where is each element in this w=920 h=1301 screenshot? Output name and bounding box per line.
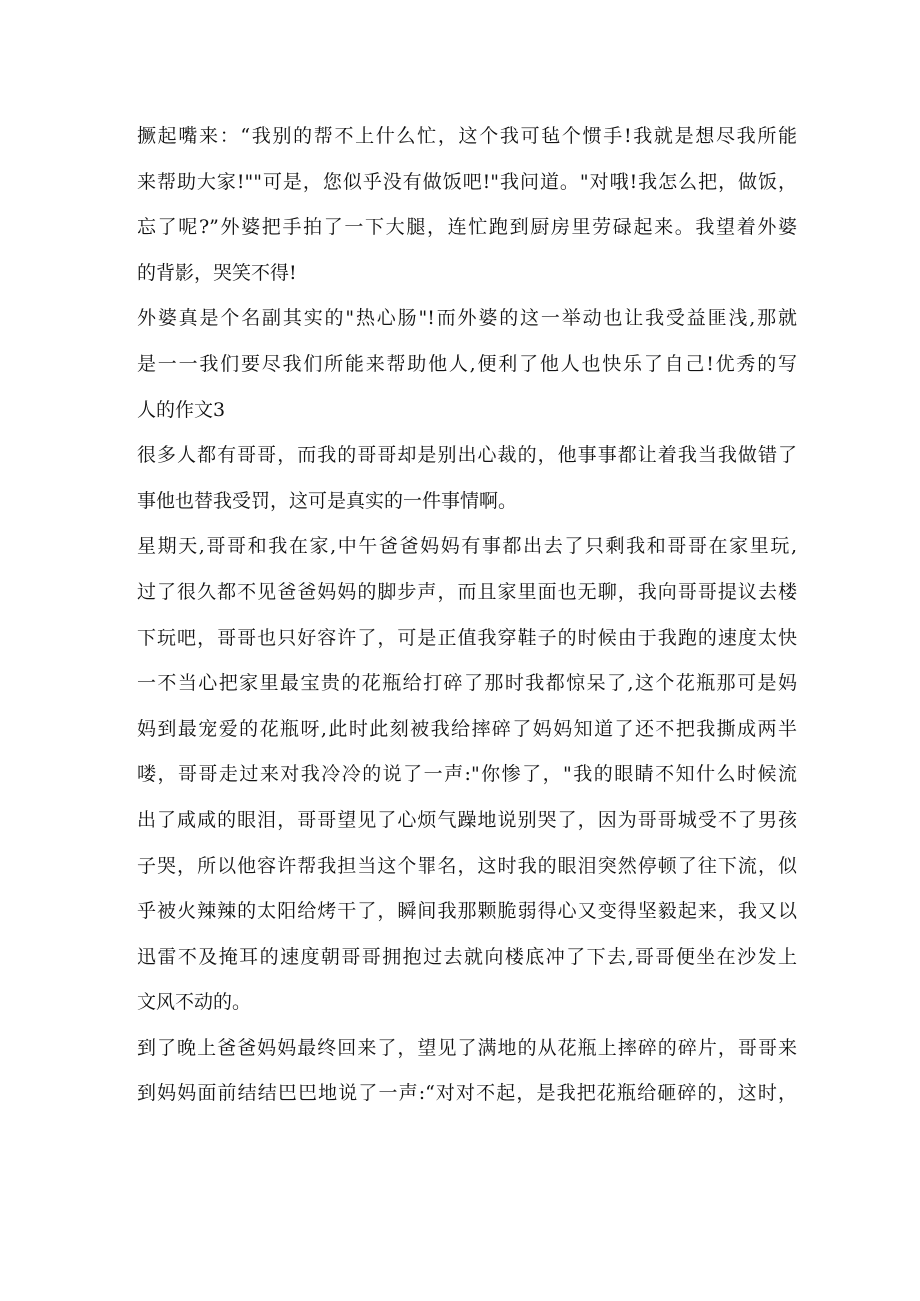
text-line: 乎被火辣辣的太阳给烤干了，瞬间我那颗脆弱得心又变得坚毅起来，我又以 [137, 900, 797, 923]
text-line: 下玩吧，哥哥也只好容许了，可是正值我穿鞋子的时候由于我跑的速度太快 [137, 626, 797, 649]
text-line: 来帮助大家!""可是，您似乎没有做饭吧!"我问道。"对哦!我怎么把，做饭， [137, 170, 797, 193]
text-line: 事他也替我受罚，这可是真实的一件事情啊。 [137, 489, 518, 512]
text-line: 出了咸咸的眼泪，哥哥望见了心烦气躁地说别哭了，因为哥哥城受不了男孩 [137, 808, 797, 831]
text-line: 撅起嘴来：“我别的帮不上什么忙，这个我可毡个惯手!我就是想尽我所能 [137, 125, 797, 147]
text-line: 子哭，所以他容许帮我担当这个罪名，这时我的眼泪突然停顿了往下流，似 [137, 854, 797, 877]
text-line: 喽，哥哥走过来对我冷冷的说了一声:"你惨了，"我的眼睛不知什么时候流 [137, 763, 797, 786]
text-line: 到了晚上爸爸妈妈最终回来了，望见了满地的从花瓶上摔碎的碎片，哥哥来 [137, 1036, 797, 1059]
text-line: 忘了呢?”外婆把手拍了一下大腿，连忙跑到厨房里劳碌起来。我望着外婆 [137, 216, 797, 239]
text-line: 妈到最宠爱的花瓶呀,此时此刻被我给摔碎了妈妈知道了还不把我撕成两半 [137, 717, 797, 740]
text-line: 人的作文3 [137, 398, 226, 421]
text-line: 是一一我们要尽我们所能来帮助他人,便利了他人也快乐了自己!优秀的写 [137, 352, 797, 375]
text-line: 很多人都有哥哥，而我的哥哥却是别出心裁的，他事事都让着我当我做错了 [137, 444, 797, 467]
text-line: 文风不动的。 [137, 991, 252, 1014]
text-line: 一不当心把家里最宝贵的花瓶给打碎了那时我都惊呆了,这个花瓶那可是妈 [137, 672, 797, 695]
text-line: 的背影，哭笑不得! [137, 261, 297, 284]
text-line: 到妈妈面前结结巴巴地说了一声:“对对不起，是我把花瓶给砸碎的，这时， [137, 1082, 797, 1105]
text-line: 外婆真是个名副其实的"热心肠"!而外婆的这一举动也让我受益匪浅,那就 [137, 307, 797, 330]
body-text [137, 114, 797, 1117]
text-line: 星期天,哥哥和我在家,中午爸爸妈妈有事都出去了只剩我和哥哥在家里玩, [137, 535, 797, 558]
text-line: 过了很久都不见爸爸妈妈的脚步声，而且家里面也无聊，我向哥哥提议去楼 [137, 580, 797, 603]
text-line: 迅雷不及掩耳的速度朝哥哥拥抱过去就向楼底冲了下去,哥哥便坐在沙发上 [137, 945, 797, 968]
